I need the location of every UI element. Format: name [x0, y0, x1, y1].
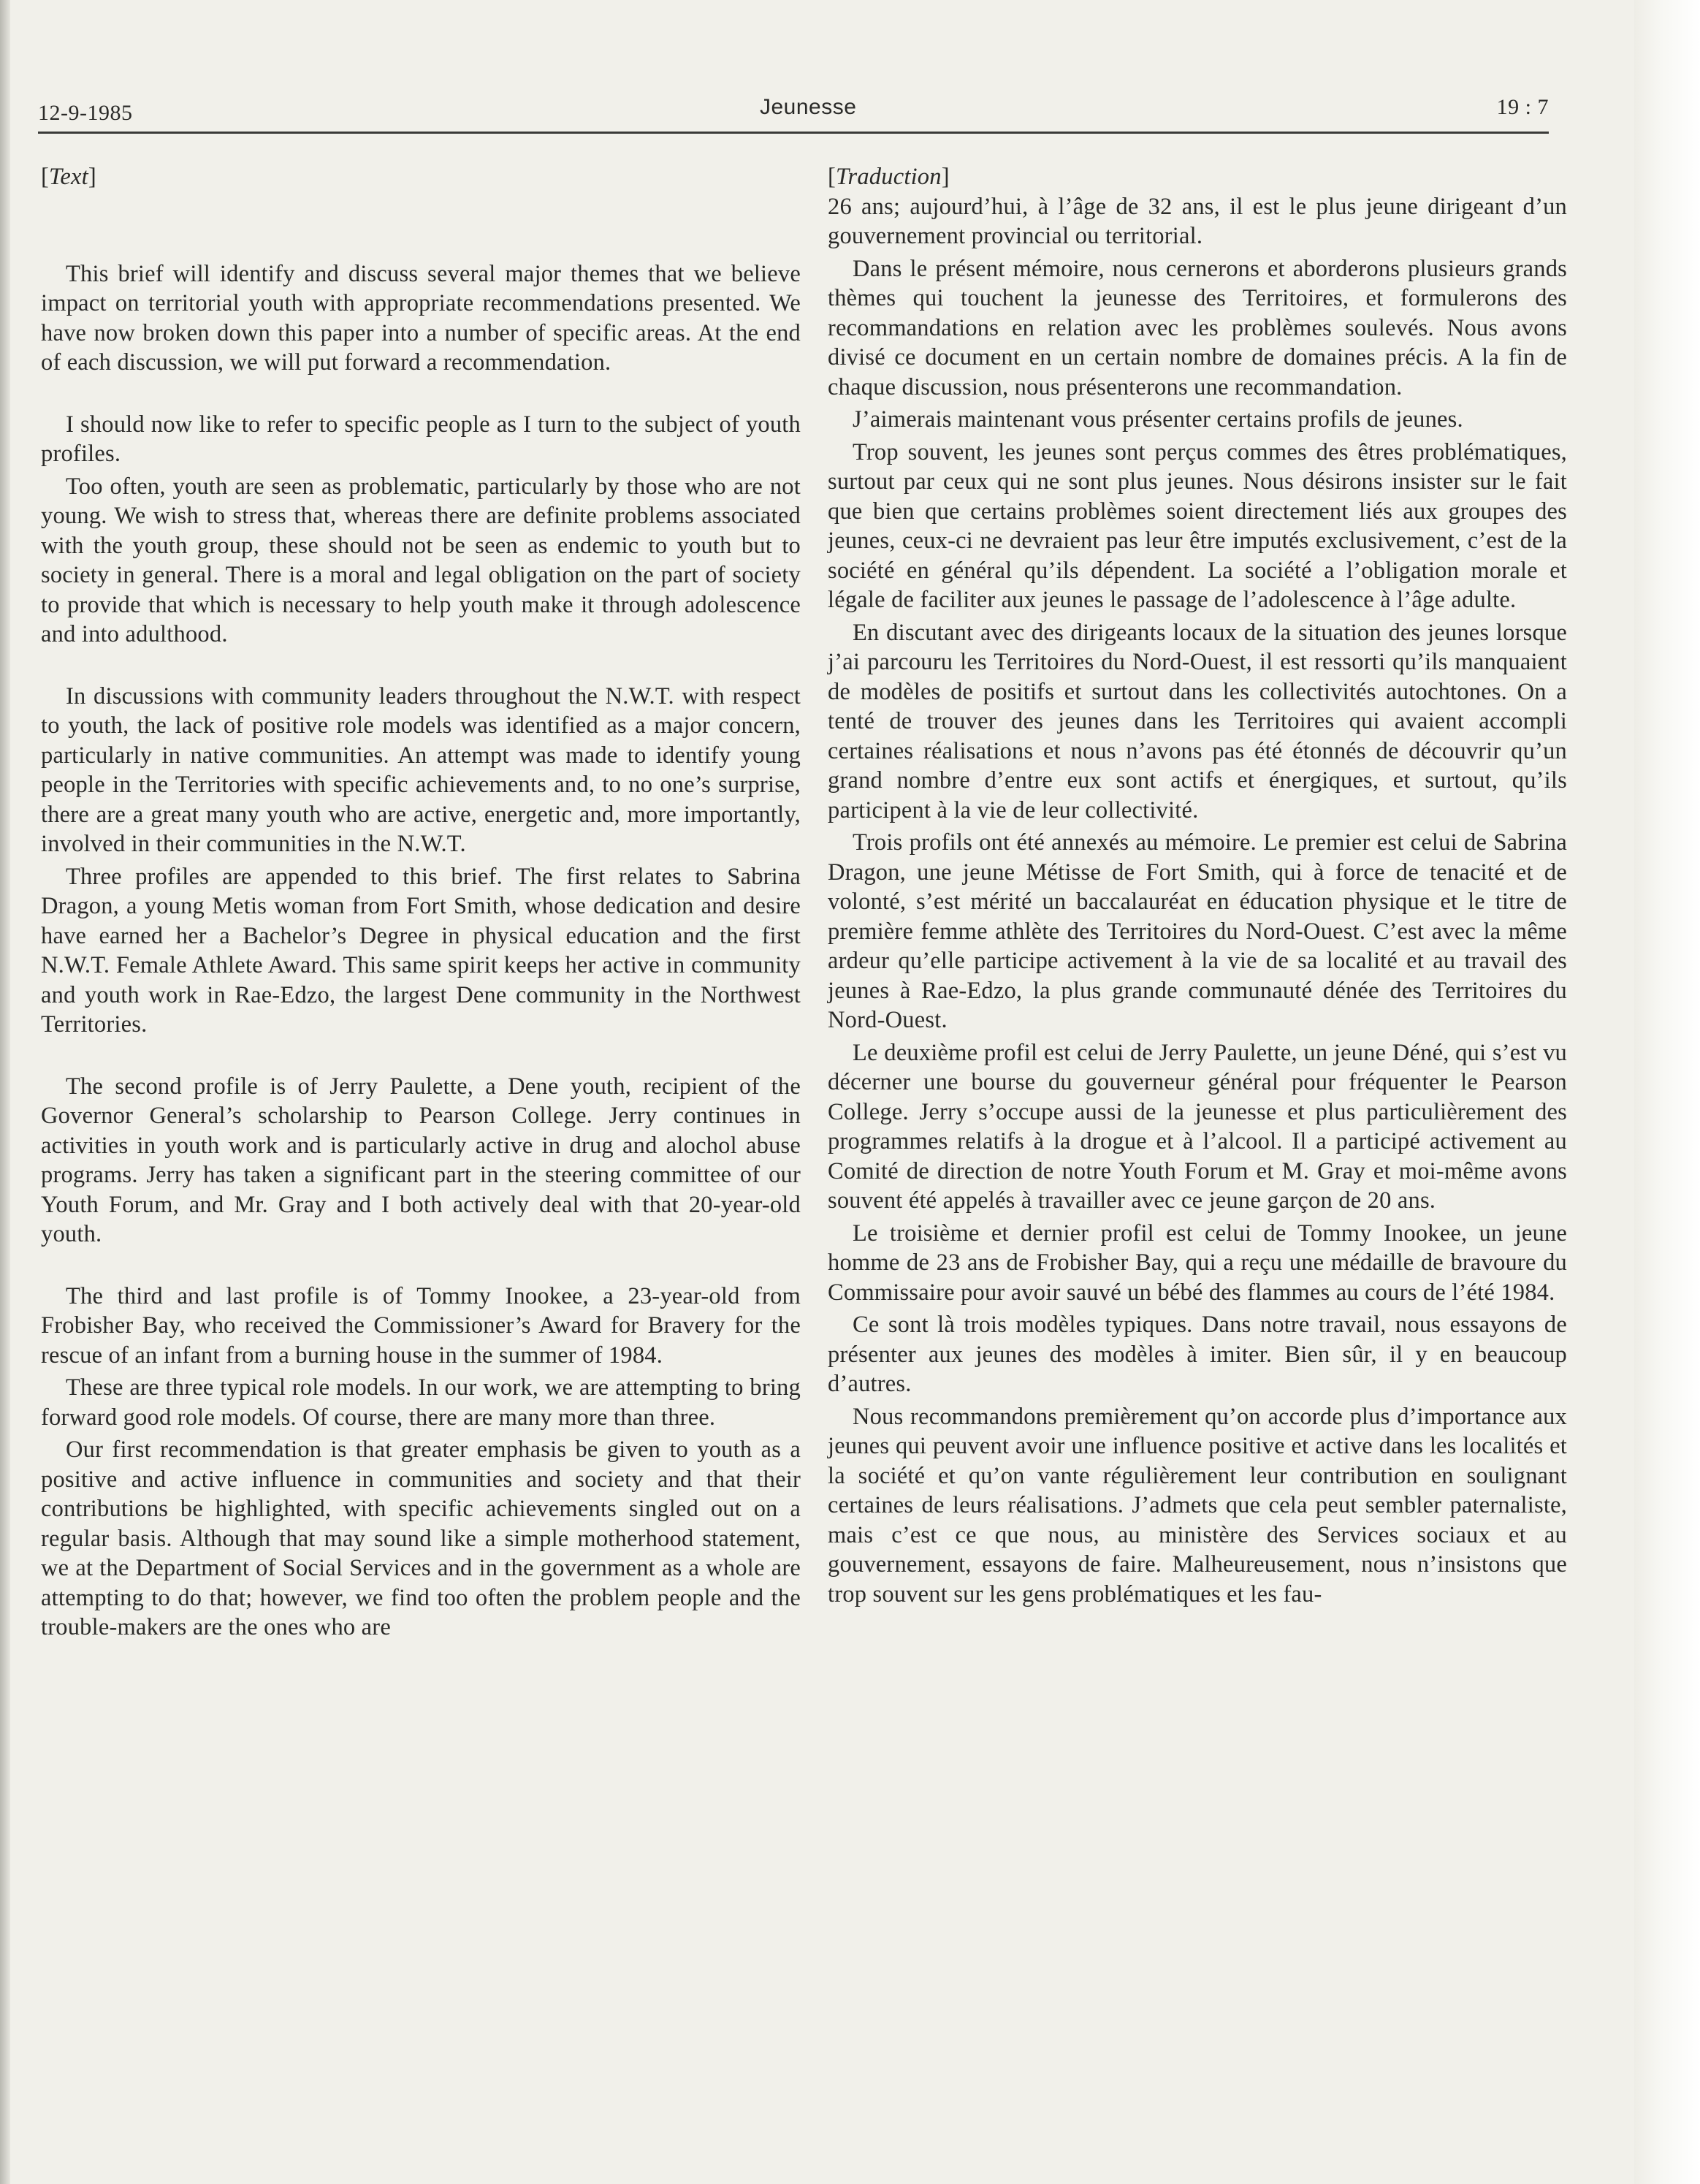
paragraph: Le troisième et dernier profil est celui de Tommy Inookee, un jeune homme de 23 ans de Frobisher Bay, qui a reçu une médaille de bravoure du Commissaire pour avoir sauvé un bébé des flammes au cours de l’été 1984.	[828, 1220, 1567, 1306]
paragraph: J’aimerais maintenant vous présenter certains profils de jeunes.	[853, 406, 1463, 433]
paragraph: En discutant avec des dirigeants locaux de la situation des jeunes lorsque j’ai parcouru les Territoires du Nord-Ouest, il est ressorti qu’ils manquaient de modèles de positifs et surtout dans les collectivités autochtones. On a tenté de trouver des jeunes dans les Territoires qui avaient accompli certaines réalisations et nous n’avons pas été étonnés de découvrir qu’un grand nombre d’entre eux sont actifs et énergiques, et surtout, qu’ils participent à la vie de leur collectivité.	[828, 619, 1567, 823]
french-column	[828, 162, 1567, 1609]
page-binding-edge	[0, 0, 10, 2184]
paragraph: Three profiles are appended to this brief. The first relates to Sabrina Dragon, a young Metis woman from Fort Smith, whose dedication and desire have earned her a Bachelor’s Degree in physical education and the first N.W.T. Female Athlete Award. This same spirit keeps her active in community and youth work in Rae-Edzo, the largest Dene community in the Northwest Territories.	[41, 863, 801, 1038]
traduction-label-word: Traduction	[836, 164, 942, 190]
paragraph: Our first recommendation is that greater emphasis be given to youth as a positive and active influence in communities and society and that their contributions be highlighted, with specific achievements singled out on a regular basis. Although that may sound like a simple motherhood statement, we at the Department of Social Services and in the government as a whole are attempting to do that; however, we find too often the problem people and the trouble-makers are the ones who are	[41, 1437, 801, 1640]
english-column	[41, 162, 801, 1643]
paragraph: In discussions with community leaders throughout the N.W.T. with respect to youth, the lack of positive role models was identified as a major concern, particularly in native communities. An attempt was made to identify young people in the Territories with specific achievements and, to no one’s surprise, there are a great many youth who are active, energetic and, more importantly, involved in their communities in the N.W.T.	[41, 682, 801, 857]
paragraph: 26 ans; aujourd’hui, à l’âge de 32 ans, il est le plus jeune dirigeant d’un gouvernement provincial ou territorial.	[828, 193, 1567, 249]
paragraph: This brief will identify and discuss several major themes that we believe impact on territorial youth with appropriate recommendations presented. We have now broken down this paper into a number of specific areas. At the end of each discussion, we will put forward a recommendation.	[41, 260, 801, 376]
paragraph: These are three typical role models. In our work, we are attempting to bring forward good role models. Of course, there are many more than three.	[41, 1374, 801, 1431]
paragraph: Too often, youth are seen as problematic, particularly by those who are not young. We wish to stress that, whereas there are definite problems associated with the youth group, these should not be seen as endemic to youth but to society in general. There is a moral and legal obligation on the part of society to provide that which is necessary to help youth make it through adolescence and into adulthood.	[41, 473, 801, 647]
paragraph: Nous recommandons premièrement qu’on accorde plus d’importance aux jeunes qui peuvent avoir une influence positive et active dans les localités et la société et qu’on vante régulièrement leur contribution en soulignant certaines de leurs réalisations. J’admets que cela peut sembler paternaliste, mais c’est ce que nous, au ministère des Services sociaux et au gouvernement, essayons de faire. Malheureusement, nous n’insistons que trop souvent sur les gens problématiques et les fau-	[828, 1403, 1567, 1607]
text-label-word: Text	[49, 164, 88, 190]
paragraph: I should now like to refer to specific people as I turn to the subject of youth profiles.	[41, 411, 801, 467]
paragraph: The third and last profile is of Tommy Inookee, a 23-year-old from Frobisher Bay, who received the Commissioner’s Award for Bravery for the rescue of an infant from a burning house in the summer of 1984.	[41, 1282, 801, 1369]
text-label: [Text]	[41, 164, 96, 190]
page-right-edge	[1634, 0, 1700, 2184]
traduction-label: [Traduction]	[828, 164, 950, 190]
paragraph: Dans le présent mémoire, nous cernerons et aborderons plusieurs grands thèmes qui touchent la jeunesse des Territoires, et formulerons des recommandations en relation avec les problèmes soulevés. Nous avons divisé ce document en un certain nombre de domaines précis. A la fin de chaque discussion, nous présenterons une recommandation.	[828, 255, 1567, 400]
paragraph: Trop souvent, les jeunes sont perçus commes des êtres problématiques, surtout par ceux qui ne sont plus jeunes. Nous désirons insister sur le fait que bien que certains problèmes soient directement liés aux groupes des jeunes, ceux-ci ne devraient pas leur être imputés exclusivement, c’est de la société en général qu’ils dépendent. La société a l’obligation morale et légale de faciliter aux jeunes le passage de l’adolescence à l’âge adulte.	[828, 438, 1567, 613]
header-date: 12-9-1985	[38, 101, 133, 125]
header-title: Jeunesse	[760, 95, 857, 119]
page-header	[38, 79, 1549, 134]
paragraph: Ce sont là trois modèles typiques. Dans notre travail, nous essayons de présenter aux jeunes des modèles à imiter. Bien sûr, il y en beaucoup d’autres.	[828, 1312, 1567, 1397]
header-page-number: 19 : 7	[1496, 95, 1549, 119]
paragraph: The second profile is of Jerry Paulette, a Dene youth, recipient of the Governor General’s scholarship to Pearson College. Jerry continues in activities in youth work and is particularly active in drug and alochol abuse programs. Jerry has taken a significant part in the steering committee of our Youth Forum, and Mr. Gray and I both actively deal with that 20-year-old youth.	[41, 1073, 801, 1247]
paragraph: Trois profils ont été annexés au mémoire. Le premier est celui de Sabrina Dragon, une jeune Métisse de Fort Smith, qui à force de tenacité et de volonté, s’est mérité un baccalauréat en éducation physique et le titre de première femme athlète des Territoires du Nord-Ouest. C’est avec la même ardeur qu’elle participe activement à la vie de sa localité et au travail des jeunes à Rae-Edzo, la plus grande communauté dénée des Territoires du Nord-Ouest.	[828, 829, 1567, 1033]
paragraph: Le deuxième profil est celui de Jerry Paulette, un jeune Déné, qui s’est vu décerner une bourse du gouverneur général pour fréquenter le Pearson College. Jerry s’occupe aussi de la jeunesse et plus particulièrement des programmes relatifs à la drogue et à l’alcool. Il a participé activement au Comité de direction de notre Youth Forum et M. Gray et moi-même avons souvent été appelés à travailler avec ce jeune garçon de 20 ans.	[828, 1039, 1567, 1214]
